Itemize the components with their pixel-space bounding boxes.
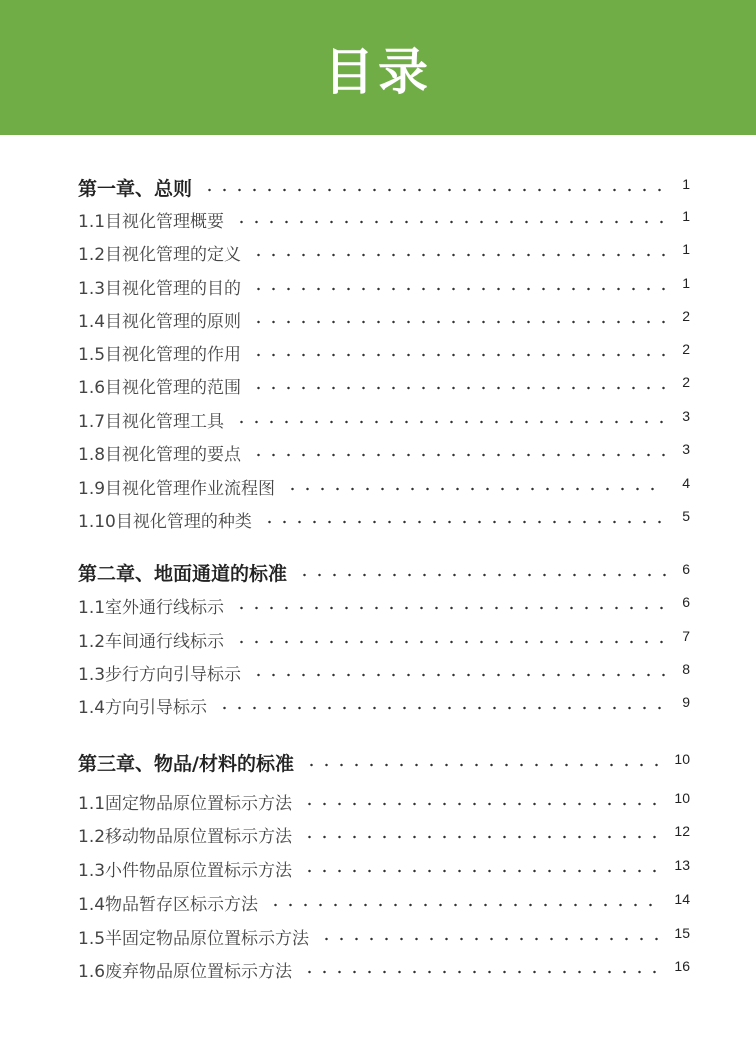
toc-page-number: 3 — [682, 408, 690, 424]
toc-page-number: 1 — [682, 208, 690, 224]
dot-leader — [217, 705, 666, 711]
toc-entry[interactable] — [78, 624, 690, 654]
toc-entry-title: 第三章、物品/材料的标准 — [78, 752, 294, 775]
dot-leader — [251, 672, 666, 678]
toc-entry[interactable] — [78, 471, 690, 501]
toc-entry-title: 1.6废弃物品原位置标示方法 — [78, 961, 293, 982]
toc-page-number: 4 — [682, 475, 690, 491]
dot-leader — [234, 639, 666, 645]
toc-entry[interactable] — [78, 657, 690, 687]
toc-page-number: 14 — [674, 891, 690, 907]
toc-entry-title: 1.7目视化管理工具 — [78, 411, 225, 432]
header-banner — [0, 0, 756, 135]
toc-page-number: 1 — [682, 176, 690, 192]
toc-entry-title: 1.1室外通行线标示 — [78, 597, 225, 618]
toc-page-number: 6 — [682, 594, 690, 610]
toc-page-number: 6 — [682, 561, 690, 577]
dot-leader — [251, 452, 666, 458]
toc-entry[interactable] — [78, 504, 690, 534]
toc-page-number: 12 — [674, 823, 690, 839]
toc-entry[interactable] — [78, 819, 690, 849]
toc-entry-title: 1.3小件物品原位置标示方法 — [78, 860, 293, 881]
toc-entry-title: 1.5目视化管理的作用 — [78, 344, 242, 365]
dot-leader — [302, 801, 662, 807]
toc-entry-title: 1.5半固定物品原位置标示方法 — [78, 928, 310, 949]
toc-entry[interactable] — [78, 337, 690, 367]
toc-chapter-3[interactable] — [78, 747, 690, 777]
toc-page-number: 2 — [682, 341, 690, 357]
toc-entry[interactable] — [78, 404, 690, 434]
dot-leader — [268, 902, 662, 908]
toc-entry[interactable] — [78, 590, 690, 620]
toc-entry[interactable] — [78, 853, 690, 883]
toc-page-number: 1 — [682, 275, 690, 291]
toc-entry-title: 1.9目视化管理作业流程图 — [78, 478, 276, 499]
dot-leader — [285, 486, 666, 492]
dot-leader — [297, 572, 666, 578]
dot-leader — [302, 834, 662, 840]
toc-page-number: 15 — [674, 925, 690, 941]
dot-leader — [251, 385, 666, 391]
toc-entry-title: 1.3步行方向引导标示 — [78, 664, 242, 685]
toc-page-number: 3 — [682, 441, 690, 457]
toc-page-number: 8 — [682, 661, 690, 677]
toc-entry-title: 1.4方向引导标示 — [78, 697, 208, 718]
toc-entry-title: 1.10目视化管理的种类 — [78, 511, 252, 532]
dot-leader — [262, 519, 666, 525]
toc-entry-title: 1.8目视化管理的要点 — [78, 444, 242, 465]
toc-entry-title: 1.4目视化管理的原则 — [78, 311, 242, 332]
toc-entry[interactable] — [78, 237, 690, 267]
toc-page-number: 2 — [682, 374, 690, 390]
dot-leader — [302, 868, 662, 874]
toc-entry[interactable] — [78, 954, 690, 984]
toc-page-number: 5 — [682, 508, 690, 524]
toc-entry[interactable] — [78, 271, 690, 301]
toc-entry-title: 第二章、地面通道的标准 — [78, 562, 288, 585]
toc-entry[interactable] — [78, 887, 690, 917]
toc-page-number: 16 — [674, 958, 690, 974]
toc-entry-title: 1.1固定物品原位置标示方法 — [78, 793, 293, 814]
dot-leader — [304, 762, 662, 768]
toc-page-number: 2 — [682, 308, 690, 324]
toc-entry-title: 1.4物品暂存区标示方法 — [78, 894, 259, 915]
toc-entry[interactable] — [78, 786, 690, 816]
dot-leader — [234, 605, 666, 611]
toc-chapter-1[interactable] — [78, 172, 690, 202]
toc-entry-title: 1.3目视化管理的目的 — [78, 278, 242, 299]
dot-leader — [202, 187, 666, 193]
toc-entry[interactable] — [78, 204, 690, 234]
toc-entry[interactable] — [78, 370, 690, 400]
toc-entry-title: 1.2目视化管理的定义 — [78, 244, 242, 265]
toc-page-number: 9 — [682, 694, 690, 710]
dot-leader — [302, 969, 662, 975]
toc-entry[interactable] — [78, 437, 690, 467]
page-title: 目录 — [324, 42, 432, 101]
dot-leader — [251, 352, 666, 358]
toc-page-number: 1 — [682, 241, 690, 257]
toc-entry[interactable] — [78, 304, 690, 334]
dot-leader — [251, 252, 666, 258]
toc-entry-title: 1.2移动物品原位置标示方法 — [78, 826, 293, 847]
toc-entry[interactable] — [78, 921, 690, 951]
dot-leader — [234, 419, 666, 425]
dot-leader — [319, 936, 662, 942]
toc-page-number: 10 — [674, 790, 690, 806]
toc-entry-title: 1.1目视化管理概要 — [78, 211, 225, 232]
toc-entry-title: 1.6目视化管理的范围 — [78, 377, 242, 398]
toc-page-number: 7 — [682, 628, 690, 644]
dot-leader — [234, 219, 666, 225]
toc-entry-title: 第一章、总则 — [78, 177, 193, 200]
toc-page-number: 10 — [674, 751, 690, 767]
dot-leader — [251, 319, 666, 325]
dot-leader — [251, 286, 666, 292]
toc-chapter-2[interactable] — [78, 557, 690, 587]
toc-entry[interactable] — [78, 690, 690, 720]
toc-page-number: 13 — [674, 857, 690, 873]
toc-entry-title: 1.2车间通行线标示 — [78, 631, 225, 652]
